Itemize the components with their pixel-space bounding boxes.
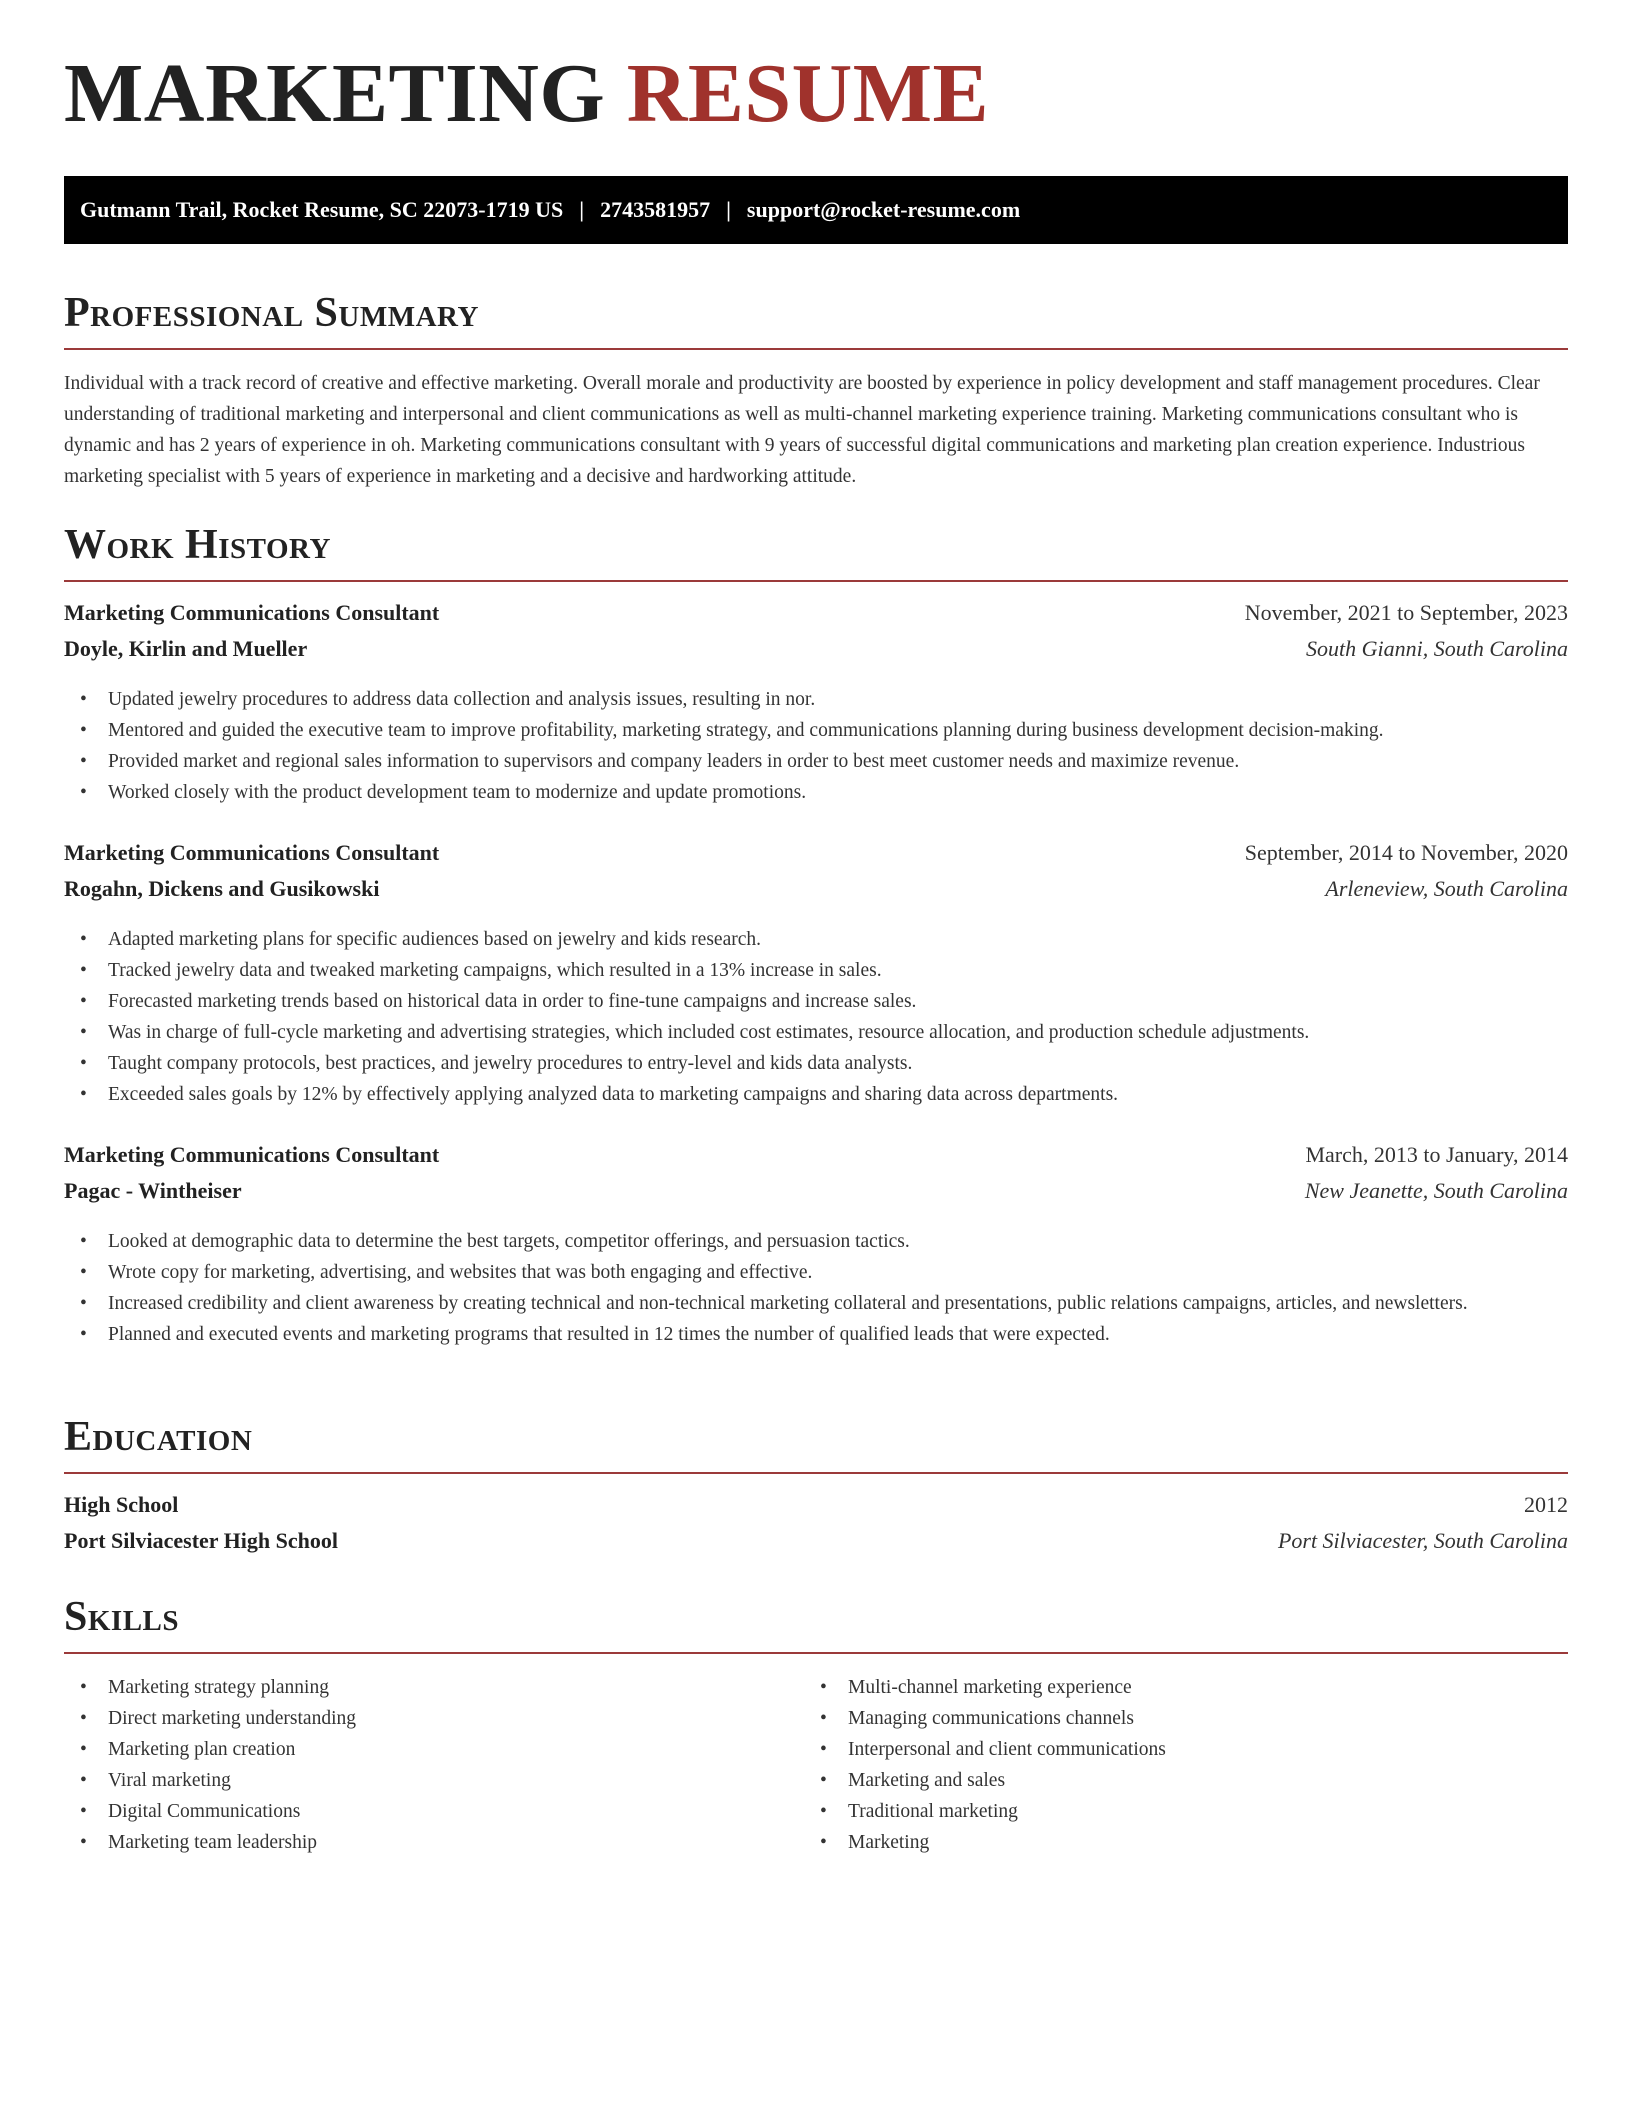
job-company-row [64,876,1568,906]
list-item: • Looked at demographic data to determine the best targets, competitor offerings, and persuasion tactics. [64,1226,1568,1257]
education-degree: High School [64,1492,179,1517]
list-item: • Provided market and regional sales information to supervisors and company leaders in order to best meet customer needs and maximize revenue. [64,746,1568,777]
section-heading-summary: Professional Summary [64,290,479,336]
section-divider [64,580,1568,582]
education-school: Port Silviacester High School [64,1528,338,1553]
job-dates: November, 2021 to September, 2023 [1244,600,1568,625]
section-heading-work-history: Work History [64,522,331,568]
job-company: Rogahn, Dickens and Gusikowski [64,876,380,901]
job-company: Pagac - Wintheiser [64,1178,242,1203]
job-title: Marketing Communications Consultant [64,600,440,625]
list-item: • Mentored and guided the executive team to improve profitability, marketing strategy, and communications planning during business development decision-making. [64,715,1568,746]
job-location: New Jeanette, South Carolina [1304,1178,1568,1203]
education-school-row [64,1528,1568,1558]
contact-bar [64,176,1568,244]
list-item: • Wrote copy for marketing, advertising, and websites that was both engaging and effective. [64,1257,1568,1288]
contact-separator: | [726,197,731,222]
list-item: • Adapted marketing plans for specific audiences based on jewelry and kids research. [64,924,1568,955]
skill-item: • Marketing team leadership [64,1827,1568,1858]
title-word-marketing: MARKETING [64,47,606,140]
job-title: Marketing Communications Consultant [64,840,440,865]
job-title: Marketing Communications Consultant [64,1142,440,1167]
skill-item: • Interpersonal and client communications [804,1734,1632,1765]
job-dates: September, 2014 to November, 2020 [1244,840,1568,865]
skills-list-right [804,1672,1632,1858]
job-bullets [64,1226,1568,1350]
resume-title [64,47,990,140]
title-word-resume: RESUME [626,47,990,140]
skill-item: • Multi-channel marketing experience [804,1672,1632,1703]
list-item: • Forecasted marketing trends based on historical data in order to fine-tune campaigns and increase sales. [64,986,1568,1017]
skill-item: • Digital Communications [64,1796,1568,1827]
education-location: Port Silviacester, South Carolina [1277,1528,1568,1553]
list-item: • Tracked jewelry data and tweaked marketing campaigns, which resulted in a 13% increase in sales. [64,955,1568,986]
job-company-row [64,636,1568,666]
list-item: • Was in charge of full-cycle marketing and advertising strategies, which included cost estimates, resource allocation, and production schedule adjustments. [64,1017,1568,1048]
skill-item: • Marketing and sales [804,1765,1632,1796]
section-divider [64,1472,1568,1474]
education-degree-row [64,1492,1568,1522]
job-location: Arleneview, South Carolina [1325,876,1568,901]
job-company: Doyle, Kirlin and Mueller [64,636,308,661]
contact-separator: | [579,197,585,222]
job-title-row [64,1142,1568,1172]
job-title-row [64,840,1568,870]
section-divider [64,1652,1568,1654]
contact-address: Gutmann Trail, Rocket Resume, SC 22073-1719 US [80,197,564,222]
job-company-row [64,1178,1568,1208]
job-title-row [64,600,1568,630]
list-item: • Taught company protocols, best practices, and jewelry procedures to entry-level and kids data analysts. [64,1048,1568,1079]
list-item: • Exceeded sales goals by 12% by effectively applying analyzed data to marketing campaigns and sharing data across departments. [64,1079,1568,1110]
list-item: • Planned and executed events and marketing programs that resulted in 12 times the number of qualified leads that were expected. [64,1319,1568,1350]
education-year: 2012 [1524,1492,1568,1517]
job-bullets [64,684,1568,808]
section-heading-education: Education [64,1414,253,1460]
skill-item: • Marketing plan creation [64,1734,1568,1765]
skill-item: • Marketing [804,1827,1632,1858]
skill-item: • Marketing strategy planning [64,1672,1568,1703]
contact-email[interactable]: support@rocket-resume.com [746,197,1021,222]
list-item: • Updated jewelry procedures to address data collection and analysis issues, resulting in nor. [64,684,1568,715]
section-divider [64,348,1568,350]
list-item: • Increased credibility and client awareness by creating technical and non-technical marketing collateral and presentations, public relations campaigns, articles, and newsletters. [64,1288,1568,1319]
job-location: South Gianni, South Carolina [1306,636,1568,661]
skill-item: • Direct marketing understanding [64,1703,1568,1734]
skill-item: • Traditional marketing [804,1796,1632,1827]
job-bullets [64,924,1568,1110]
job-dates: March, 2013 to January, 2014 [1305,1142,1568,1167]
contact-phone: 2743581957 [600,197,711,222]
skill-item: • Viral marketing [64,1765,1568,1796]
skill-item: • Managing communications channels [804,1703,1632,1734]
summary-text: Individual with a track record of creative and effective marketing. Overall morale and productivity are boosted by experience in policy development and staff management procedures. Clear understanding of traditional marketing and interpersonal and client communications as well as multi-channel marketing experience training. Marketing communications consultant who is dynamic and has 2 years of experience in oh. Marketing communications consultant with 9 years of successful digital communications and marketing plan creation experience. Industrious marketing specialist with 5 years of experience in marketing and a decisive and hardworking attitude. [64,373,1540,487]
section-heading-skills: Skills [64,1594,180,1640]
list-item: • Worked closely with the product development team to modernize and update promotions. [64,777,1568,808]
